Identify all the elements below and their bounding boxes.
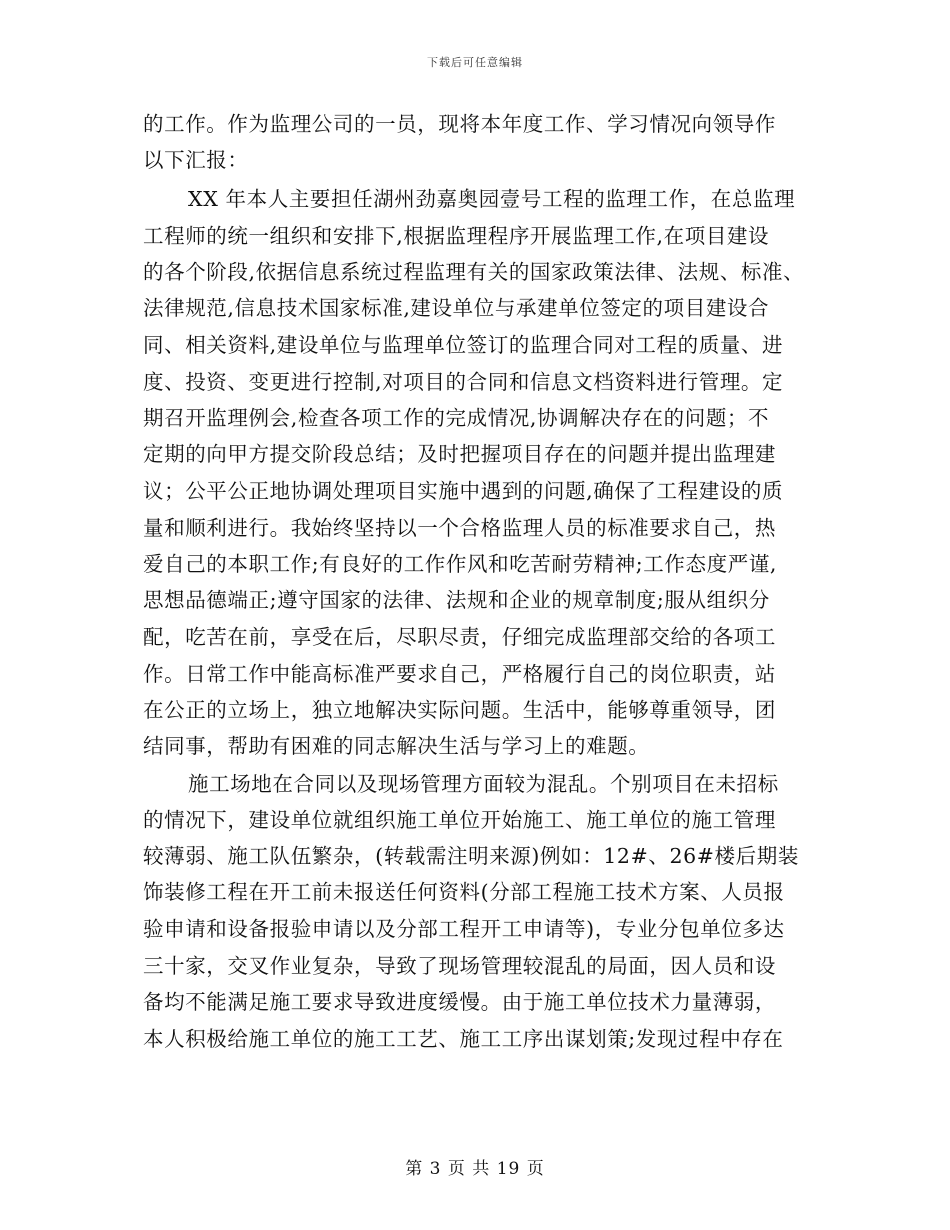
body-line: 量和顺利进行。我始终坚持以一个合格监理人员的标准要求自己，热 [143,516,776,540]
page-header: 下载后可任意编辑 [427,56,523,69]
body-line: 的工作。作为监理公司的一员，现将本年度工作、学习情况向领导作 [143,112,776,136]
body-line: 三十家，交叉作业复杂，导致了现场管理较混乱的局面，因人员和设 [143,954,776,978]
body-line: 以下汇报： [143,148,249,172]
page-number-footer: 第 3 页 共 19 页 [405,1159,545,1179]
body-line: 工程师的统一组织和安排下,根据监理程序开展监理工作,在项目建设 [143,224,770,248]
body-line: 验申请和设备报验申请以及分部工程开工申请等)，专业分包单位多达 [143,917,785,941]
body-line: 作。日常工作中能高标准严要求自己，严格履行自己的岗位职责，站 [143,662,776,686]
body-line: 的各个阶段,依据信息系统过程监理有关的国家政策法律、法规、标准、 [143,260,805,284]
body-line: 施工场地在合同以及现场管理方面较为混乱。个别项目在未招标 [188,772,779,796]
body-line: 爱自己的本职工作;有良好的工作作风和吃苦耐劳精神;工作态度严谨, [143,552,778,576]
body-line: XX 年本人主要担任湖州劲嘉奥园壹号工程的监理工作，在总监理 [188,187,796,211]
body-line: 度、投资、变更进行控制,对项目的合同和信息文档资料进行管理。定 [143,370,784,394]
body-line: 在公正的立场上，独立地解决实际问题。生活中，能够尊重领导，团 [143,698,776,722]
body-line: 饰装修工程在开工前未报送任何资料(分部工程施工技术方案、人员报 [143,880,785,904]
body-line: 配，吃苦在前，享受在后，尽职尽责，仔细完成监理部交给的各项工 [143,625,776,649]
body-line: 同、相关资料,建设单位与监理单位签订的监理合同对工程的质量、进 [143,333,784,357]
body-line: 议；公平公正地协调处理项目实施中遇到的问题,确保了工程建设的质 [143,479,784,503]
body-line: 法律规范,信息技术国家标准,建设单位与承建单位签定的项目建设合 [143,296,770,320]
body-line: 期召开监理例会,检查各项工作的完成情况,协调解决存在的问题；不 [143,406,770,430]
body-line: 的情况下，建设单位就组织施工单位开始施工、施工单位的施工管理 [143,808,776,832]
body-line: 定期的向甲方提交阶段总结；及时把握项目存在的问题并提出监理建 [143,442,776,466]
body-line: 思想品德端正;遵守国家的法律、法规和企业的规章制度;服从组织分 [143,588,770,612]
body-line: 结同事，帮助有困难的同志解决生活与学习上的难题。 [143,734,650,758]
body-line: 本人积极给施工单位的施工工艺、施工工序出谋划策;发现过程中存在 [143,1027,784,1051]
body-line: 较薄弱、施工队伍繁杂，(转载需注明来源)例如：12#、26#楼后期装 [143,844,799,868]
body-line: 备均不能满足施工要求导致进度缓慢。由于施工单位技术力量薄弱， [143,990,776,1014]
